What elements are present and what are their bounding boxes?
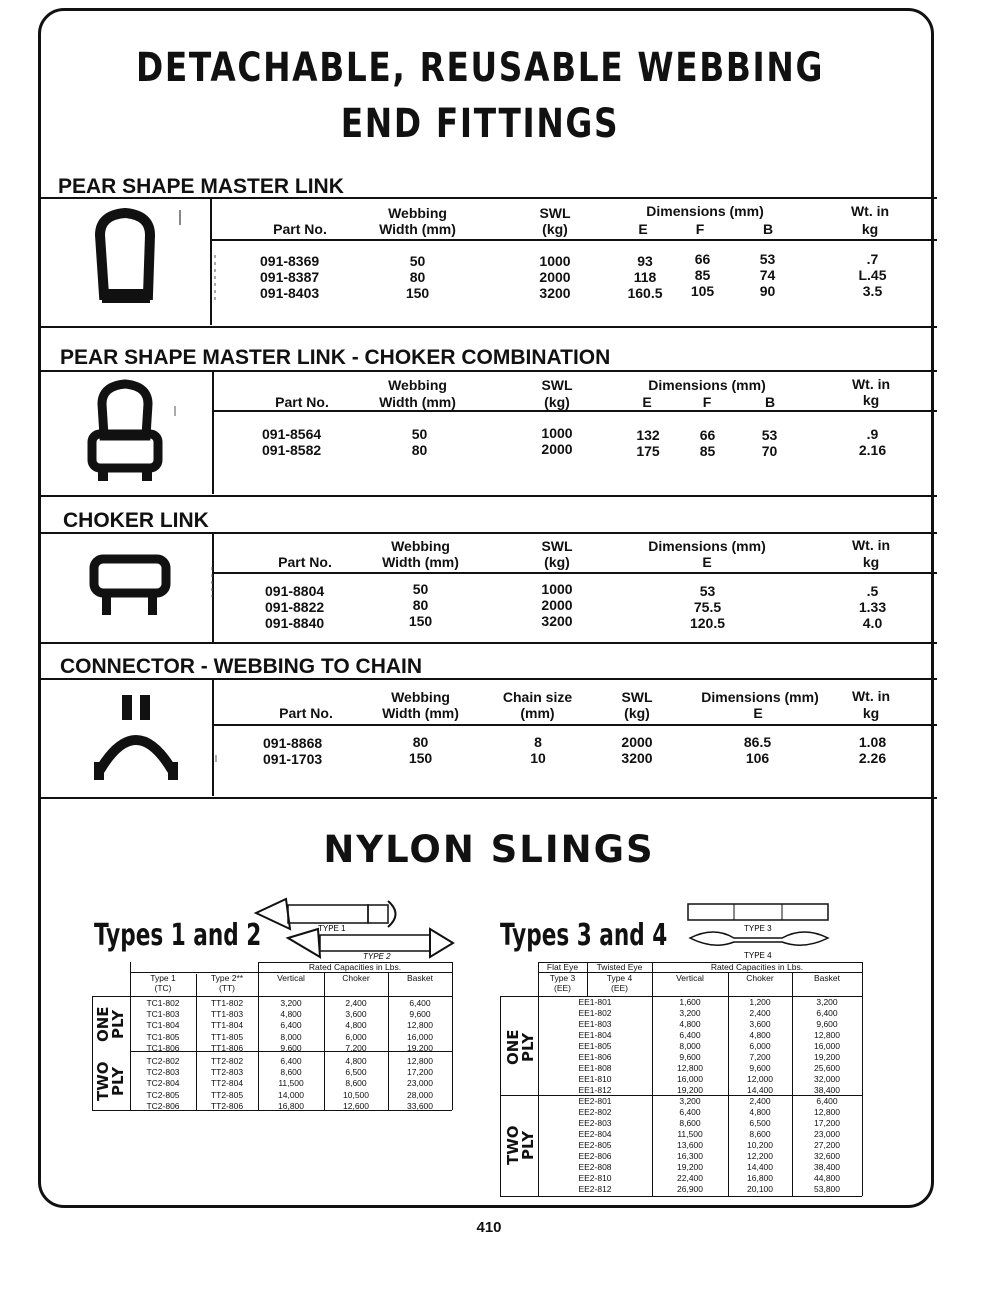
svg-text:TYPE 4: TYPE 4: [744, 951, 772, 960]
types-3-4-table: Flat Eye Twisted Eye Rated Capacities in Lbs. Type 3 (EE) Type 4 (EE) Vertical Choker Basket ONE PLY TWO PLY EE1-801 1,600 1,200 3,200 EE1-802 3,200 2,400 6,400 EE1-803 4,800 3,600 9,600 EE1-804 6,400 4,800 12,800 EE1-805 8,000 6,000 16,000 EE1-806 9,600 7,200 19,200 EE1-808 12,800 9,600 25,600 EE1-810 16,000 12,000 32,000 EE1-812 19,200 14,400 38,400 EE2-801 3,200 2,400 6,400 EE2-802 6,400 4,800 12,800 EE2-803 8,600 6,500 17,200 EE2-804 11,500 8,600 23,000 EE2-805 13,600 10,200 27,200 EE2-806 16,300 12,200 32,600 EE2-808 19,200 14,400 38,400 EE2-810 22,400 16,800 44,800 EE2-812 26,900 20,100 53,800: [500, 962, 862, 1196]
choker-combination-image: [80, 376, 230, 491]
choker-combo-section: PEAR SHAPE MASTER LINK - CHOKER COMBINATION Part No. Webbing Width (mm) SWL (kg) Dimensions (mm) E F B Wt. in kg 091-8564 50 1000 132 66 53 .9 091-8582 80 2000 175 85 70 2.16: [40, 346, 937, 496]
section-title: PEAR SHAPE MASTER LINK: [58, 175, 344, 198]
page-title: DETACHABLE, REUSABLE WEBBING END FITTINGS: [135, 45, 825, 147]
connector-section: CONNECTOR - WEBBING TO CHAIN Part No. Webbing Width (mm) Chain size (mm) SWL (kg) Dimensions (mm) E Wt. in kg 091-8868 80 8 2000 86.5 1.08 091-1703 150 10 3200 106 2.26: [40, 655, 937, 797]
section-title: CHOKER LINK: [63, 509, 209, 532]
connector-image: [80, 690, 230, 790]
types-1-2-table: Rated Capacities in Lbs. Type 1 (TC) Type 2** (TT) Vertical Choker Basket ONE PLY TWO PLY TC1-802 TT1-802 3,200 2,400 6,400 TC1-803 TT1-803 4,800 3,600 9,600 TC1-804 TT1-804 6,400 4,800 12,800 TC1-805 TT1-805 8,000 6,000 16,000 TC1-806 TT1-806 9,600 7,200 19,200 TC2-802 TT2-802 6,400 4,800 12,800 TC2-803 TT2-803 8,600 6,500 17,200 TC2-804 TT2-804 11,500 8,600 23,000 TC2-805 TT2-805 14,000 10,500 28,000 TC2-806 TT2-806 16,800 12,600 33,600: [92, 962, 452, 1110]
section-title: CONNECTOR - WEBBING TO CHAIN: [60, 655, 423, 678]
types-1-2-title: Types 1 and 2: [94, 918, 262, 953]
svg-text:TYPE 2: TYPE 2: [363, 952, 391, 961]
pear-section: PEAR SHAPE MASTER LINK Part No. Webbing Width (mm) SWL (kg) Dimensions (mm) E F B Wt. in kg 091-8369 50 1000 93 66 53 .7 091-8387 80 2000 118 85 74 L.45 091-8403 150 3200 160.5 105 90 3.5: [40, 175, 937, 327]
types-1-2-diagram: [248, 893, 458, 963]
pear-link-image: [80, 205, 230, 320]
section-title: PEAR SHAPE MASTER LINK - CHOKER COMBINATION: [60, 346, 611, 369]
page-number: 410: [476, 1219, 502, 1236]
nylon-slings-title: NYLON SLINGS: [323, 828, 655, 871]
types-3-4-title: Types 3 and 4: [500, 918, 668, 953]
choker-link-image: [80, 549, 230, 629]
choker-link-section: CHOKER LINK Part No. Webbing Width (mm) SWL (kg) Dimensions (mm) E Wt. in kg 091-8804 50 1000 53 .5 091-8822 80 2000 75.5 1.33 091-8840 150 3200 120.5 4.0: [40, 509, 937, 643]
svg-text:TYPE 3: TYPE 3: [744, 924, 772, 933]
svg-text:TYPE 1: TYPE 1: [318, 924, 346, 933]
types-3-4-diagram: [684, 898, 834, 960]
